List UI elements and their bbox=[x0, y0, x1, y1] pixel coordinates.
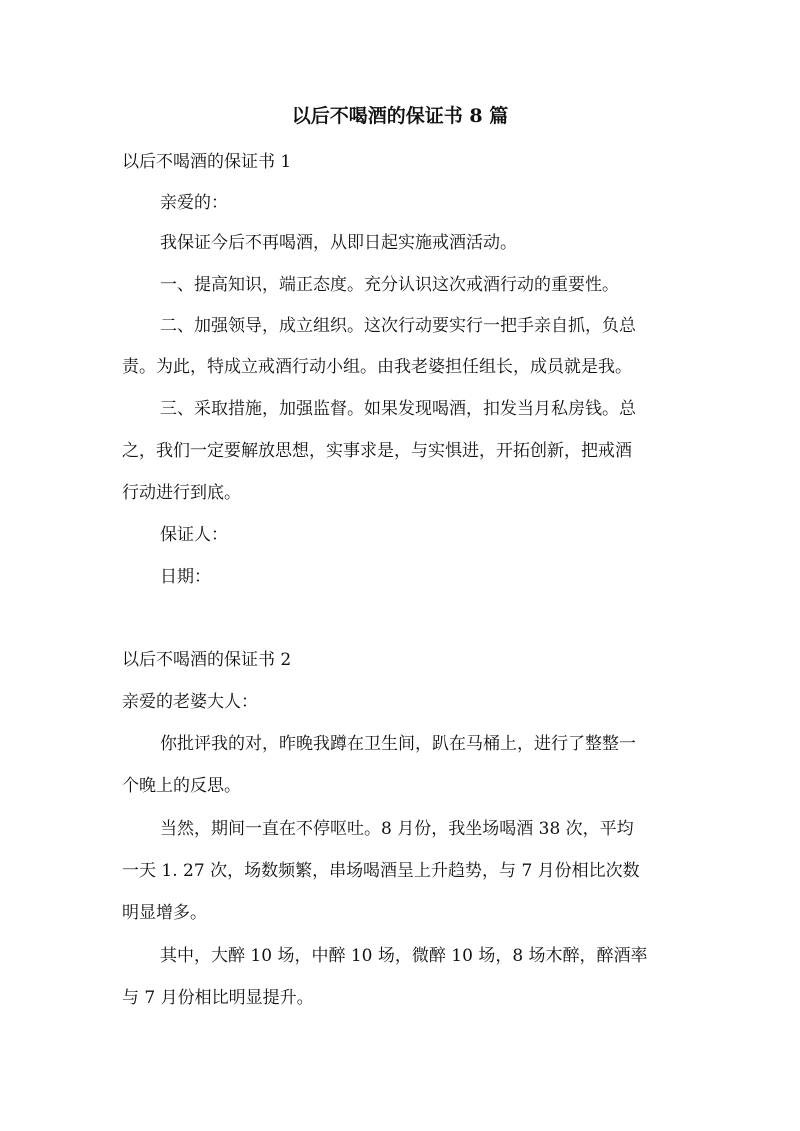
section1-heading: 以后不喝酒的保证书 1 bbox=[122, 152, 292, 172]
section1-salutation: 亲爱的： bbox=[160, 193, 228, 213]
section1-paragraph: 行动进行到底。 bbox=[122, 483, 241, 503]
section2-paragraph: 明显增多。 bbox=[122, 903, 207, 923]
section1-paragraph: 责。为此，特成立戒酒行动小组。由我老婆担任组长，成员就是我。 bbox=[122, 357, 632, 377]
section2-paragraph: 与 7 月份相比明显提升。 bbox=[122, 988, 314, 1008]
section2-paragraph: 个晚上的反思。 bbox=[122, 776, 241, 796]
section2-paragraph: 你批评我的对，昨晚我蹲在卫生间，趴在马桶上，进行了整整一 bbox=[160, 734, 636, 754]
section1-paragraph: 一、提高知识，端正态度。充分认识这次戒酒行动的重要性。 bbox=[160, 275, 619, 295]
section2-heading: 以后不喝酒的保证书 2 bbox=[122, 650, 292, 670]
document-title: 以后不喝酒的保证书 8 篇 bbox=[291, 105, 509, 127]
section1-paragraph: 之，我们一定要解放思想，实事求是，与实惧进，开拓创新，把戒酒 bbox=[122, 441, 632, 461]
section1-paragraph: 我保证今后不再喝酒，从即日起实施戒酒活动。 bbox=[160, 233, 517, 253]
section2-paragraph: 当然，期间一直在不停呕吐。8 月份，我坐场喝酒 38 次，平均 bbox=[160, 819, 634, 839]
guarantor-label: 保证人： bbox=[160, 525, 228, 545]
section1-paragraph: 二、加强领导，成立组织。这次行动要实行一把手亲自抓，负总 bbox=[160, 316, 636, 336]
date-label: 日期： bbox=[160, 567, 211, 587]
section1-paragraph: 三、采取措施，加强监督。如果发现喝酒，扣发当月私房钱。总 bbox=[160, 399, 636, 419]
section2-paragraph: 其中，大醉 10 场，中醉 10 场，微醉 10 场，8 场木醉，醉酒率 bbox=[160, 946, 648, 966]
section2-salutation: 亲爱的老婆大人： bbox=[122, 692, 258, 712]
section2-paragraph: 一天 1. 27 次，场数频繁，串场喝酒呈上升趋势，与 7 月份相比次数 bbox=[122, 861, 640, 881]
